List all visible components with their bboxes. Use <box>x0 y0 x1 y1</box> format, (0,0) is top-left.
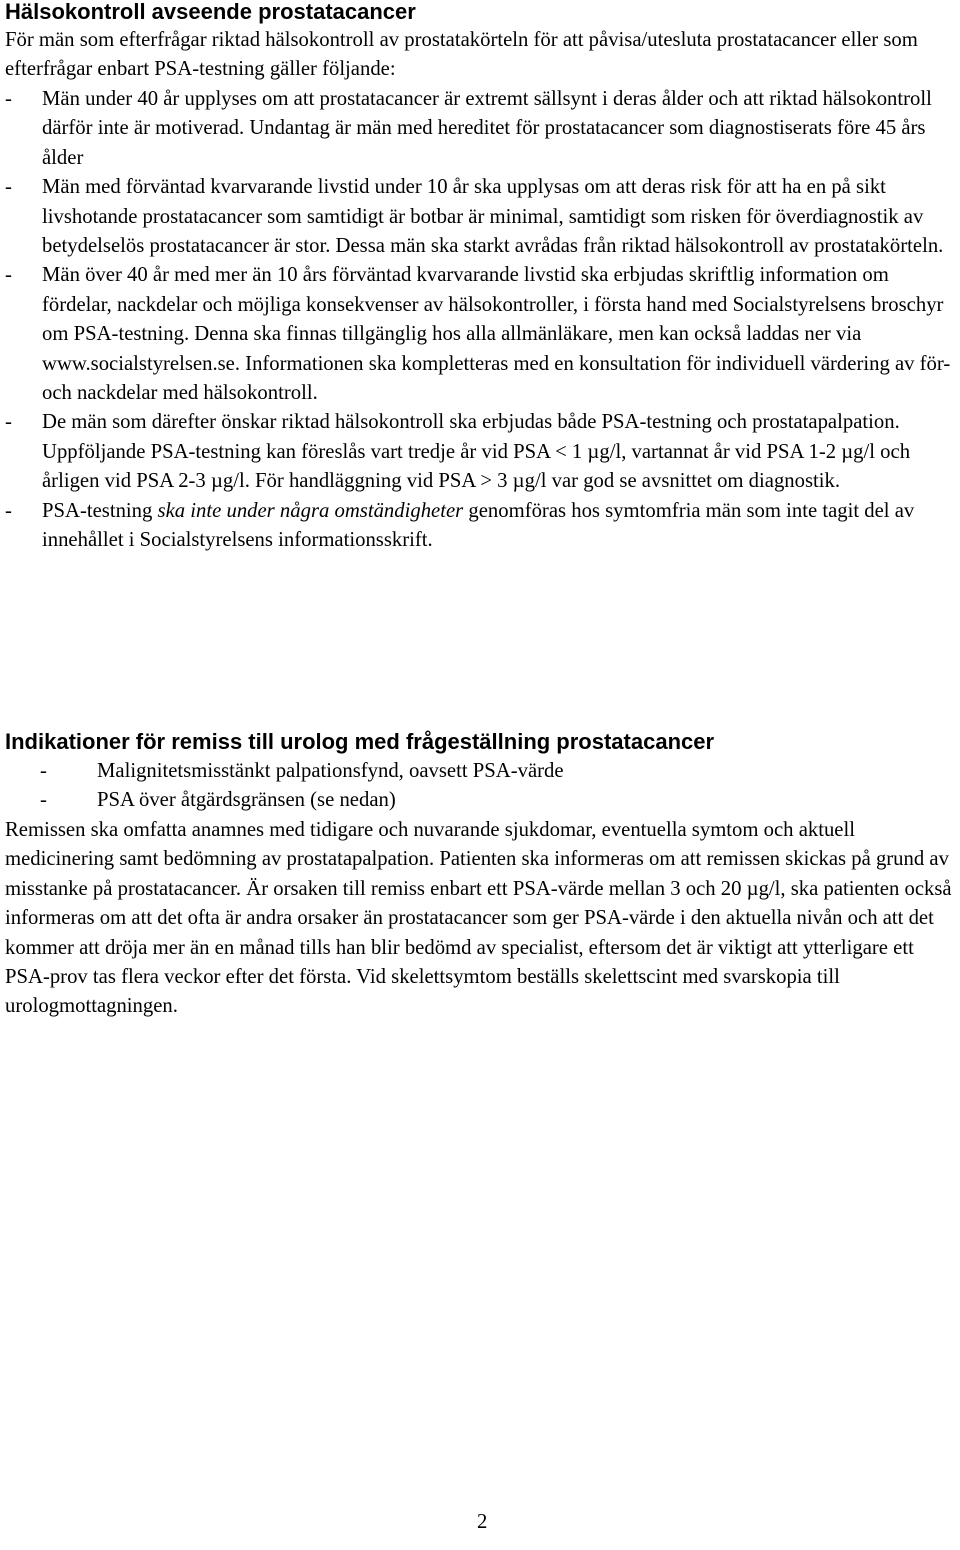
list-item <box>0 85 955 173</box>
list-bullet: - <box>40 760 47 782</box>
list-item <box>0 408 955 496</box>
list-bullet: - <box>5 264 12 287</box>
list-bullet: - <box>5 411 12 434</box>
list-item <box>0 786 700 815</box>
list-item-text: Män med förväntad kvarvarande livstid under 10 år ska upplysas om att deras risk för att ha en på sikt livshotande prostatacancer som samtidigt är botbar är minimal, samtidigt som risken för överdiagnostik av betydelselös prostatacancer är stor. Dessa män ska starkt avrådas från riktad hälsokontroll av prostatakörteln. <box>42 176 944 258</box>
list-item <box>0 757 700 786</box>
section-title-remiss: Indikationer för remiss till urolog med frågeställning prostatacancer <box>5 729 715 754</box>
list-item-lead: PSA-testning <box>42 499 158 522</box>
list-item-text: PSA över åtgärdsgränsen (se nedan) <box>97 789 396 812</box>
list-item-text: Malignitetsmisstänkt palpationsfynd, oavsett PSA-värde <box>97 760 564 782</box>
list-bullet: - <box>5 176 12 199</box>
list-item-text: Män över 40 år med mer än 10 års förväntad kvarvarande livstid ska erbjudas skriftlig information om fördelar, nackdelar och möjliga konsekvenser av hälsokontroller, i första hand med Socialstyrelsens broschyr om PSA-testning. Denna ska finnas tillgänglig hos alla allmänläkare, men kan också laddas ner via www.socialstyrelsen.se. Informationen ska kompletteras med en konsultation för individuell värdering av för- och nackdelar med hälsokontroll. <box>42 264 951 405</box>
list-item-text: Män under 40 år upplyses om att prostatacancer är extremt sällsynt i deras ålder och att riktad hälsokontroll därför inte är motiverad. Undantag är män med hereditet för prostatacancer som diagnostiserats före 45 års ålder <box>42 88 932 169</box>
halsokontroll-list <box>0 85 955 556</box>
list-bullet: - <box>40 789 47 812</box>
list-bullet: - <box>5 88 12 110</box>
list-item <box>0 173 955 261</box>
indikationer-list <box>0 757 700 816</box>
remiss-paragraph: Remissen ska omfatta anamnes med tidigare och nuvarande sjukdomar, eventuella symtom och aktuell medicinering samt bedömning av prostatapalpation. Patienten ska informeras om att remissen skickas på grund av misstanke på prostatacancer. Är orsaken till remiss enbart ett PSA-värde mellan 3 och 20 µg/l, ska patienten också informeras om att det ofta är andra orsaker än prostatacancer som ger PSA-värde i den aktuella nivån och att det kommer att dröja mer än en månad tills han blir bedömd av specialist, eftersom det är viktigt att ytterligare ett PSA-prov tas flera veckor efter det första. Vid skelettsymtom beställs skelettscint med svarskopia till urologmottagningen. <box>5 819 952 1018</box>
list-item <box>0 497 955 556</box>
list-item-emphasis: ska inte under några omständigheter <box>157 499 464 522</box>
intro-paragraph: För män som efterfrågar riktad hälsokontroll av prostatakörteln för att påvisa/utesluta prostatacancer eller som efterfrågar enbart PSA-testning gäller följande: <box>5 29 918 81</box>
list-item <box>0 261 955 408</box>
page-number: 2 <box>477 1511 488 1533</box>
list-bullet: - <box>5 499 12 522</box>
list-item-text: De män som därefter önskar riktad hälsokontroll ska erbjudas både PSA-testning och prostatapalpation. Uppföljande PSA-testning kan föreslås vart tredje år vid PSA < 1 µg/l, vartannat år vid PSA 1-2 µg/l och årligen vid PSA 2-3 µg/l. För handläggning vid PSA > 3 µg/l var god se avsnittet om diagnostik. <box>42 411 911 493</box>
section-title-halsokontroll: Hälsokontroll avseende prostatacancer <box>5 0 416 24</box>
list-item-tail: genomföras hos symtomfria män som inte tagit del av innehållet i Socialstyrelsens informationsskrift. <box>42 499 915 552</box>
